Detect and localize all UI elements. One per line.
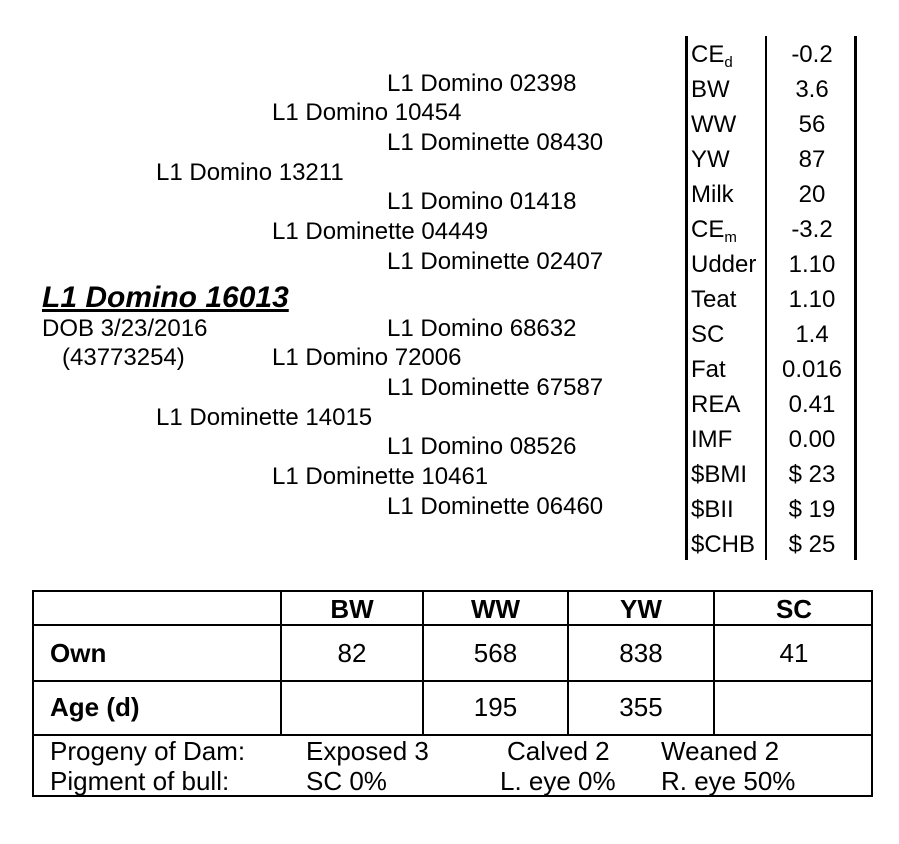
pigment-label: Pigment of bull: <box>50 766 230 796</box>
epd-table <box>685 36 857 560</box>
pedigree-sire: L1 Domino 13211 <box>156 159 344 186</box>
epd-row-bii <box>685 493 857 527</box>
perf-age-ww: 195 <box>473 692 518 722</box>
epd-row-milk <box>685 178 857 212</box>
perf-age-label: Age (d) <box>50 692 140 722</box>
pedigree-sire-dam: L1 Dominette 04449 <box>272 218 489 245</box>
epd-row-ced <box>685 38 857 72</box>
epd-milk-value: 20 <box>798 181 826 208</box>
epd-row-rea <box>685 388 857 422</box>
animal-dob: DOB 3/23/2016 <box>42 315 208 342</box>
epd-teat-value: 1.10 <box>788 286 836 313</box>
epd-row-chb <box>685 528 857 562</box>
epd-bmi-value: $ 23 <box>788 461 836 488</box>
epd-imf-label: IMF <box>691 426 733 453</box>
pigment-right-eye: R. eye 50% <box>661 766 796 796</box>
epd-bii-value: $ 19 <box>788 496 836 523</box>
epd-rea-label: REA <box>691 391 741 418</box>
epd-rea-value: 0.41 <box>788 391 836 418</box>
perf-own-sc: 41 <box>779 638 809 668</box>
perf-header-yw: YW <box>620 594 662 624</box>
epd-cem-label: $CE_m$ <box>691 216 737 246</box>
epd-row-fat <box>685 353 857 387</box>
pigment-sc: SC 0% <box>306 766 387 796</box>
epd-sc-label: SC <box>691 321 725 348</box>
epd-row-bmi <box>685 458 857 492</box>
epd-row-yw <box>685 143 857 177</box>
epd-udder-value: 1.10 <box>788 251 836 278</box>
epd-bmi-label: $BMI <box>691 461 748 488</box>
pigment-left-eye: L. eye 0% <box>500 766 616 796</box>
perf-header-ww: WW <box>470 594 521 624</box>
pedigree-sire-dam-sire: L1 Domino 01418 <box>387 188 577 215</box>
pedigree-dam-sire-dam: L1 Dominette 67587 <box>387 374 604 401</box>
epd-ww-label: WW <box>691 111 737 138</box>
epd-row-imf <box>685 423 857 457</box>
pedigree-dam: L1 Dominette 14015 <box>156 404 373 431</box>
epd-row-sc <box>685 318 857 352</box>
epd-row-udder <box>685 248 857 282</box>
pedigree-dam-sire: L1 Domino 72006 <box>272 344 462 371</box>
pedigree-dam-sire-sire: L1 Domino 68632 <box>387 315 577 342</box>
performance-table <box>32 590 873 797</box>
perf-rule-2 <box>34 680 871 682</box>
epd-bw-label: BW <box>691 76 730 103</box>
epd-row-bw <box>685 73 857 107</box>
pedigree-sire-sire-dam: L1 Dominette 08430 <box>387 129 604 156</box>
epd-udder-label: Udder <box>691 251 757 278</box>
epd-ced-label: $CE_d$ <box>691 41 733 71</box>
epd-bii-label: $BII <box>691 496 734 523</box>
epd-chb-label: $CHB <box>691 531 756 558</box>
epd-imf-value: 0.00 <box>788 426 836 453</box>
perf-header-sc: SC <box>775 594 813 624</box>
progeny-calved: Calved 2 <box>507 736 610 766</box>
epd-milk-label: Milk <box>691 181 734 208</box>
epd-row-teat <box>685 283 857 317</box>
progeny-label: Progeny of Dam: <box>50 736 246 766</box>
epd-row-ww <box>685 108 857 142</box>
perf-header-bw: BW <box>330 594 374 624</box>
animal-name: L1 Domino 16013 <box>42 281 289 314</box>
epd-cem-value: -3.2 <box>791 216 833 243</box>
perf-own-label: Own <box>50 638 107 668</box>
epd-fat-value: 0.016 <box>781 356 843 383</box>
epd-yw-label: YW <box>691 146 730 173</box>
pedigree-dam-dam-dam: L1 Dominette 06460 <box>387 493 604 520</box>
perf-age-yw: 355 <box>619 692 663 722</box>
pedigree-dam-dam: L1 Dominette 10461 <box>272 463 489 490</box>
perf-own-bw: 82 <box>337 638 367 668</box>
epd-ced-value: -0.2 <box>791 41 833 68</box>
pedigree-sire-sire: L1 Domino 10454 <box>272 99 462 126</box>
animal-registration: (43773254) <box>62 344 185 371</box>
perf-own-ww: 568 <box>473 638 518 668</box>
epd-row-cem <box>685 213 857 247</box>
epd-chb-value: $ 25 <box>788 531 836 558</box>
epd-fat-label: Fat <box>691 356 726 383</box>
epd-teat-label: Teat <box>691 286 737 313</box>
epd-sc-value: 1.4 <box>795 321 829 348</box>
pedigree-sire-dam-dam: L1 Dominette 02407 <box>387 248 604 275</box>
progeny-exposed: Exposed 3 <box>306 736 429 766</box>
progeny-weaned: Weaned 2 <box>661 736 780 766</box>
epd-ww-value: 56 <box>798 111 826 138</box>
perf-own-yw: 838 <box>619 638 663 668</box>
pedigree-dam-dam-sire: L1 Domino 08526 <box>387 433 577 460</box>
epd-yw-value: 87 <box>798 146 826 173</box>
epd-bw-value: 3.6 <box>795 76 829 103</box>
pedigree-sire-sire-sire: L1 Domino 02398 <box>387 70 577 97</box>
